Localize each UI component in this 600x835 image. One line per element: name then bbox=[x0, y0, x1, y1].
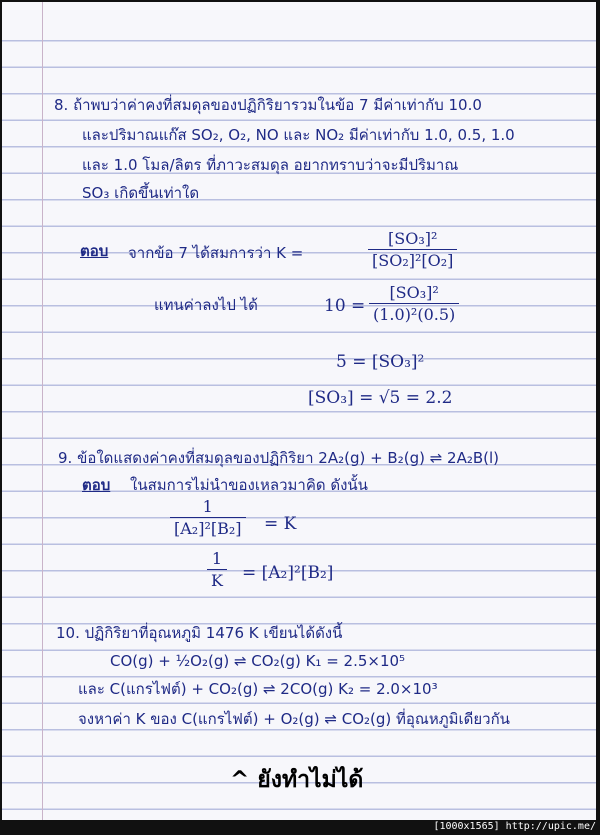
q9-answer-text: ในสมการไม่นำของเหลวมาคิด ดังนั้น bbox=[130, 476, 368, 494]
q8-k-fraction bbox=[368, 231, 457, 269]
q9-eq2-denominator: K bbox=[211, 571, 223, 590]
q9-eq1-fraction bbox=[170, 499, 246, 537]
q8-line-3: และ 1.0 โมล/ลิตร ที่ภาวะสมดุล อยากทราบว่าจะมีปริมาณ bbox=[82, 156, 459, 174]
q8-line-2: และปริมาณแก๊ส SO₂, O₂, NO และ NO₂ มีค่าเท่ากับ 1.0, 0.5, 1.0 bbox=[82, 126, 515, 144]
q9-eq2-numerator: 1 bbox=[207, 551, 227, 570]
q10-line-2: CO(g) + ½O₂(g) ⇌ CO₂(g) K₁ = 2.5×10⁵ bbox=[110, 652, 406, 670]
q8-result: [SO₃] = √5 = 2.2 bbox=[308, 388, 453, 408]
q8-k-numerator: [SO₃]² bbox=[368, 231, 457, 250]
q9-eq2-fraction bbox=[207, 551, 227, 589]
q8-line-4: SO₃ เกิดขึ้นเท่าใด bbox=[82, 184, 200, 202]
q9-line-1: 9. ข้อใดแสดงค่าคงที่สมดุลของปฏิกิริยา 2A₂(g) + B₂(g) ⇌ 2A₂B(l) bbox=[58, 449, 500, 467]
q10-line-1: 10. ปฏิกิริยาที่อุณหภูมิ 1476 K เขียนได้ดังนี้ bbox=[56, 624, 343, 642]
q8-substitute-numerator: [SO₃]² bbox=[369, 285, 459, 304]
q8-ten-equals: 10 = bbox=[324, 296, 366, 316]
q9-eq1-rhs: = K bbox=[264, 514, 297, 534]
q9-answer-label: ตอบ bbox=[82, 476, 111, 494]
q8-five-equation: 5 = [SO₃]² bbox=[336, 352, 425, 372]
q8-line-1: 8. ถ้าพบว่าค่าคงที่สมดุลของปฏิกิริยารวมในข้อ 7 มีค่าเท่ากับ 10.0 bbox=[54, 96, 482, 114]
q8-k-denominator: [SO₂]²[O₂] bbox=[372, 251, 454, 270]
q8-substitute-text: แทนค่าลงไป ได้ bbox=[154, 296, 258, 314]
q8-answer-text: จากข้อ 7 ได้สมการว่า K = bbox=[128, 244, 304, 262]
q9-eq2-rhs: = [A₂]²[B₂] bbox=[242, 563, 334, 583]
q8-substitute-fraction bbox=[369, 285, 459, 323]
image-host-footer: [1000x1565] http://upic.me/ bbox=[433, 821, 596, 832]
margin-line bbox=[42, 2, 43, 820]
q8-answer-label: ตอบ bbox=[80, 242, 109, 260]
q8-substitute-denominator: (1.0)²(0.5) bbox=[373, 305, 456, 324]
q10-line-3: และ C(แกรไฟต์) + CO₂(g) ⇌ 2CO(g) K₂ = 2.0×10³ bbox=[78, 680, 438, 698]
caption-unsolved: ^ ยังทำไม่ได้ bbox=[230, 767, 364, 793]
q9-eq1-numerator: 1 bbox=[170, 499, 246, 518]
notebook-page bbox=[2, 2, 596, 820]
q10-line-4: จงหาค่า K ของ C(แกรไฟต์) + O₂(g) ⇌ CO₂(g) ที่อุณหภูมิเดียวกัน bbox=[78, 710, 510, 728]
q9-eq1-denominator: [A₂]²[B₂] bbox=[174, 519, 242, 538]
